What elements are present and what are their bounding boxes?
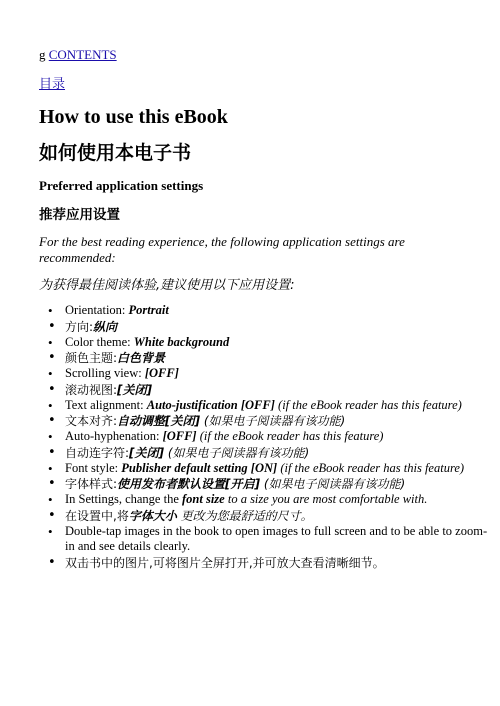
- contents-zh-link[interactable]: 目录: [39, 77, 66, 92]
- contents-nav: [39, 47, 117, 63]
- list-item: • Auto-hyphenation: [OFF] (if the eBook reader has this feature): [65, 429, 495, 445]
- list-item: • Orientation: Portrait: [65, 303, 495, 319]
- page-title: How to use this eBook: [39, 106, 228, 128]
- list-item: • Double-tap images in the book to open images to full screen and to be able to zoom-in and see details clearly.: [65, 524, 495, 555]
- list-item: • 颜色主题:白色背景: [65, 350, 495, 366]
- contents-link[interactable]: CONTENTS: [48, 47, 117, 62]
- list-item: • Color theme: White background: [65, 335, 495, 351]
- intro-text-zh: 为获得最佳阅读体验,建议使用以下应用设置:: [39, 278, 295, 293]
- section-heading: Preferred application settings: [39, 178, 204, 193]
- nav-prefix: g: [39, 47, 49, 62]
- list-item: • 自动连字符:[关闭] (如果电子阅读器有该功能): [65, 445, 495, 461]
- page-title-zh: 如何使用本电子书: [39, 142, 192, 164]
- list-item: • In Settings, change the font size to a size you are most comfortable with.: [65, 492, 495, 508]
- list-item: • 滚动视图:[关闭]: [65, 382, 495, 398]
- list-item: • 文本对齐:自动调整[关闭] (如果电子阅读器有该功能): [65, 413, 495, 429]
- list-item: • 方向:纵向: [65, 319, 495, 335]
- list-item: • Scrolling view: [OFF]: [65, 366, 495, 382]
- list-item: • 在设置中,将字体大小 更改为您最舒适的尺寸。: [65, 508, 495, 524]
- section-heading-zh: 推荐应用设置: [39, 207, 120, 223]
- list-item: • Text alignment: Auto-justification [OFF] (if the eBook reader has this feature): [65, 398, 495, 414]
- list-item: • 双击书中的图片,可将图片全屏打开,并可放大查看清晰细节。: [65, 555, 495, 571]
- list-item: • Font style: Publisher default setting [ON] (if the eBook reader has this feature): [65, 461, 495, 477]
- settings-list: [39, 303, 495, 571]
- intro-text: For the best reading experience, the following application settings are recommended:: [39, 234, 405, 265]
- contents-zh-nav: [39, 77, 65, 93]
- list-item: • 字体样式:使用发布者默认设置[开启] (如果电子阅读器有该功能): [65, 476, 495, 492]
